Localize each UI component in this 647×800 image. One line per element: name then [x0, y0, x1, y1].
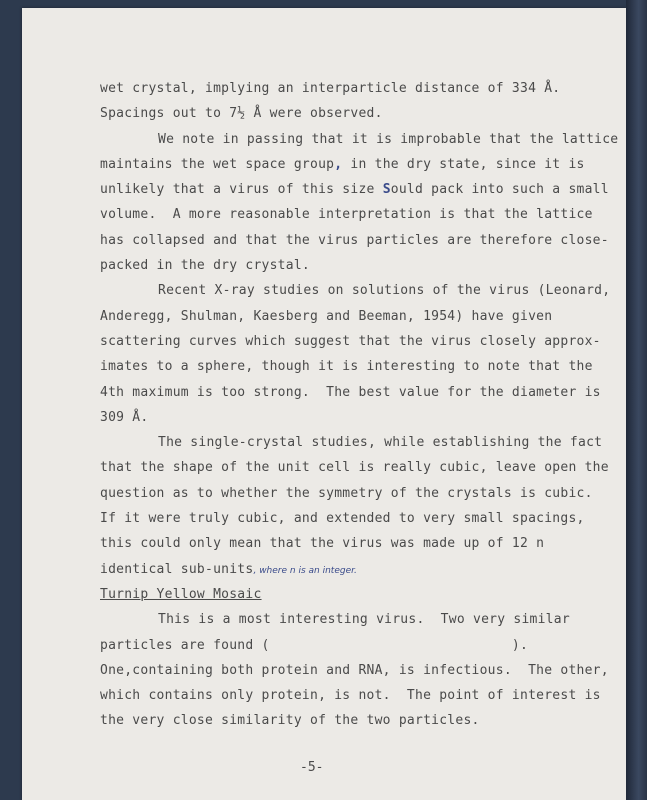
text-segment: ould pack into such a small	[390, 182, 609, 198]
text-segment: identical sub-units	[100, 561, 254, 577]
scan-edge	[626, 0, 647, 800]
paragraph-start-line: We note in passing that it is improbable that the lattice	[158, 131, 619, 147]
handwritten-note: , where n is an integer.	[253, 565, 357, 576]
text-line: 4th maximum is too strong. The best value for the diameter is	[100, 384, 601, 400]
text-line: scattering curves which suggest that the virus closely approx-	[100, 333, 601, 349]
text-line: imates to a sphere, though it is interesting to note that the	[100, 359, 593, 375]
text-line: which contains only protein, is not. The point of interest is	[100, 688, 601, 704]
text-line	[100, 152, 600, 177]
text-line: has collapsed and that the virus particles are therefore close-	[100, 232, 609, 248]
text-line: Spacings out to 7½ Å were observed.	[100, 106, 383, 122]
text-segment: unlikely that a virus of this size	[100, 182, 383, 198]
paragraph-start-line: This is a most interesting virus. Two very similar	[158, 612, 570, 628]
paragraph-start-line: The single-crystal studies, while establishing the fact	[158, 435, 603, 451]
text-line: One,containing both protein and RNA, is infectious. The other,	[100, 662, 609, 678]
text-line: If it were truly cubic, and extended to very small spacings,	[100, 511, 585, 527]
text-line: the very close similarity of the two particles.	[100, 713, 480, 729]
text-segment: in the dry state, since it is	[342, 156, 585, 172]
text-line: that the shape of the unit cell is really cubic, leave open the	[100, 460, 609, 476]
text-line: packed in the dry crystal.	[100, 258, 310, 274]
text-line: 309 Å.	[100, 409, 149, 425]
text-line: wet crystal, implying an interparticle distance of 334 Å.	[100, 81, 561, 96]
handwritten-comma: ,	[334, 156, 343, 172]
text-segment: maintains the wet space group	[100, 156, 335, 172]
text-line: volume. A more reasonable interpretation is that the lattice	[100, 207, 593, 223]
text-line: question as to whether the symmetry of the crystals is cubic.	[100, 485, 593, 501]
handwritten-correction: S	[382, 182, 391, 198]
text-line: particles are found ( ).	[100, 637, 529, 653]
page-number: -5-	[300, 760, 324, 775]
text-line	[100, 557, 600, 582]
text-line	[100, 177, 609, 202]
text-line: Anderegg, Shulman, Kaesberg and Beeman, 1954) have given	[100, 308, 553, 324]
section-heading: Turnip Yellow Mosaic	[100, 586, 262, 602]
paragraph-start-line: Recent X-ray studies on solutions of the virus (Leonard,	[158, 283, 611, 299]
text-line: this could only mean that the virus was made up of 12 n	[100, 536, 545, 552]
document-body	[100, 76, 619, 734]
